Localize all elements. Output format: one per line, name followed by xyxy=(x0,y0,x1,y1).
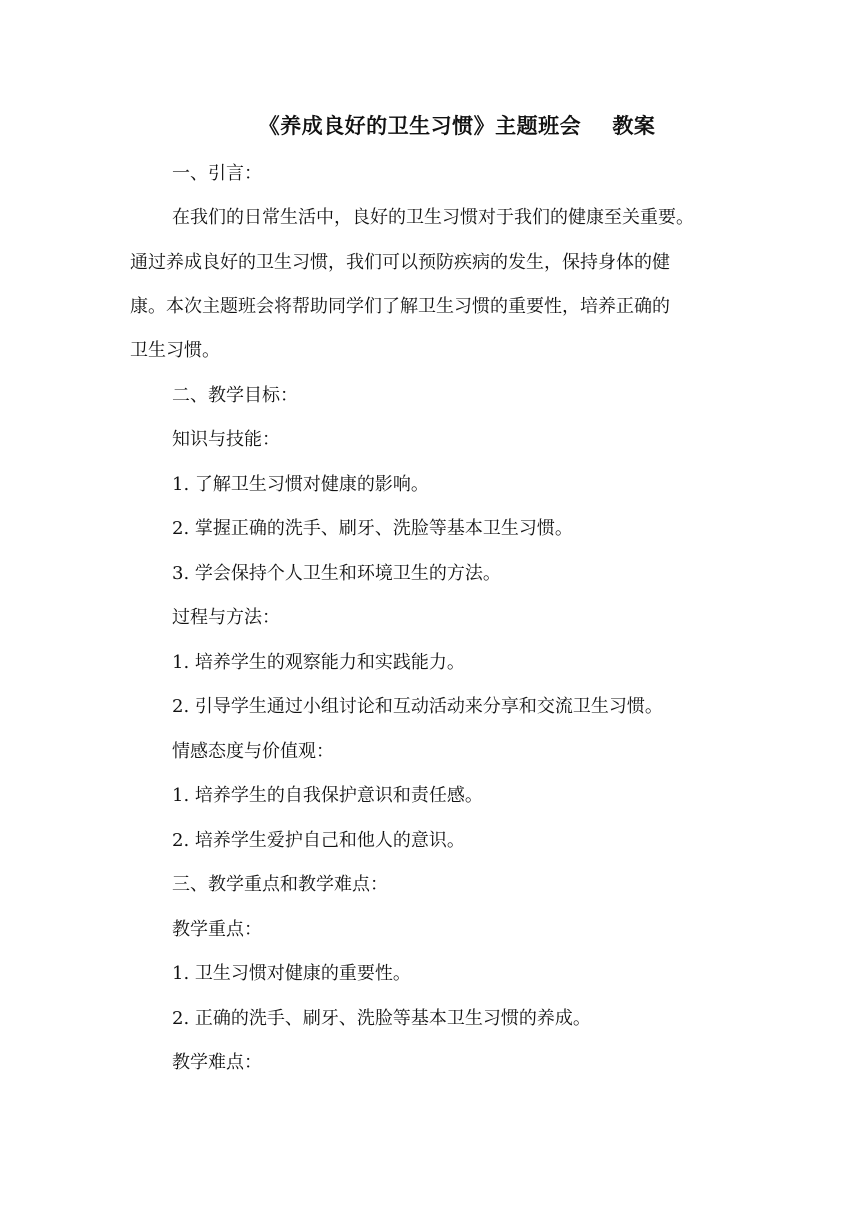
list-item: 3. 学会保持个人卫生和环境卫生的方法。 xyxy=(172,563,501,584)
paragraph-line: 康。本次主题班会将帮助同学们了解卫生习惯的重要性，培养正确的 xyxy=(130,296,670,317)
section-heading-key: 三、教学重点和教学难点： xyxy=(172,874,388,895)
list-item: 2. 培养学生爱护自己和他人的意识。 xyxy=(172,830,465,851)
list-item: 2. 引导学生通过小组讨论和互动活动来分享和交流卫生习惯。 xyxy=(172,696,663,717)
section-heading-intro: 一、引言： xyxy=(172,163,262,184)
document-title: 《养成良好的卫生习惯》主题班会 教案 xyxy=(258,114,656,138)
list-item: 1. 培养学生的自我保护意识和责任感。 xyxy=(172,785,483,806)
section-heading-goals: 二、教学目标： xyxy=(172,385,298,406)
paragraph-line: 卫生习惯。 xyxy=(130,340,220,361)
paragraph-line: 在我们的日常生活中，良好的卫生习惯对于我们的健康至关重要。 xyxy=(172,207,694,228)
subheading-emotion: 情感态度与价值观： xyxy=(172,741,334,762)
list-item: 1. 卫生习惯对健康的重要性。 xyxy=(172,963,411,984)
list-item: 1. 培养学生的观察能力和实践能力。 xyxy=(172,652,465,673)
paragraph-line: 通过养成良好的卫生习惯，我们可以预防疾病的发生，保持身体的健 xyxy=(130,252,670,273)
subheading-knowledge: 知识与技能： xyxy=(172,429,280,450)
list-item: 2. 正确的洗手、刷牙、洗脸等基本卫生习惯的养成。 xyxy=(172,1008,591,1029)
subheading-key-points: 教学重点： xyxy=(172,919,262,940)
list-item: 1. 了解卫生习惯对健康的影响。 xyxy=(172,474,429,495)
subheading-difficulties: 教学难点： xyxy=(172,1052,262,1073)
list-item: 2. 掌握正确的洗手、刷牙、洗脸等基本卫生习惯。 xyxy=(172,518,573,539)
subheading-process: 过程与方法： xyxy=(172,607,280,628)
